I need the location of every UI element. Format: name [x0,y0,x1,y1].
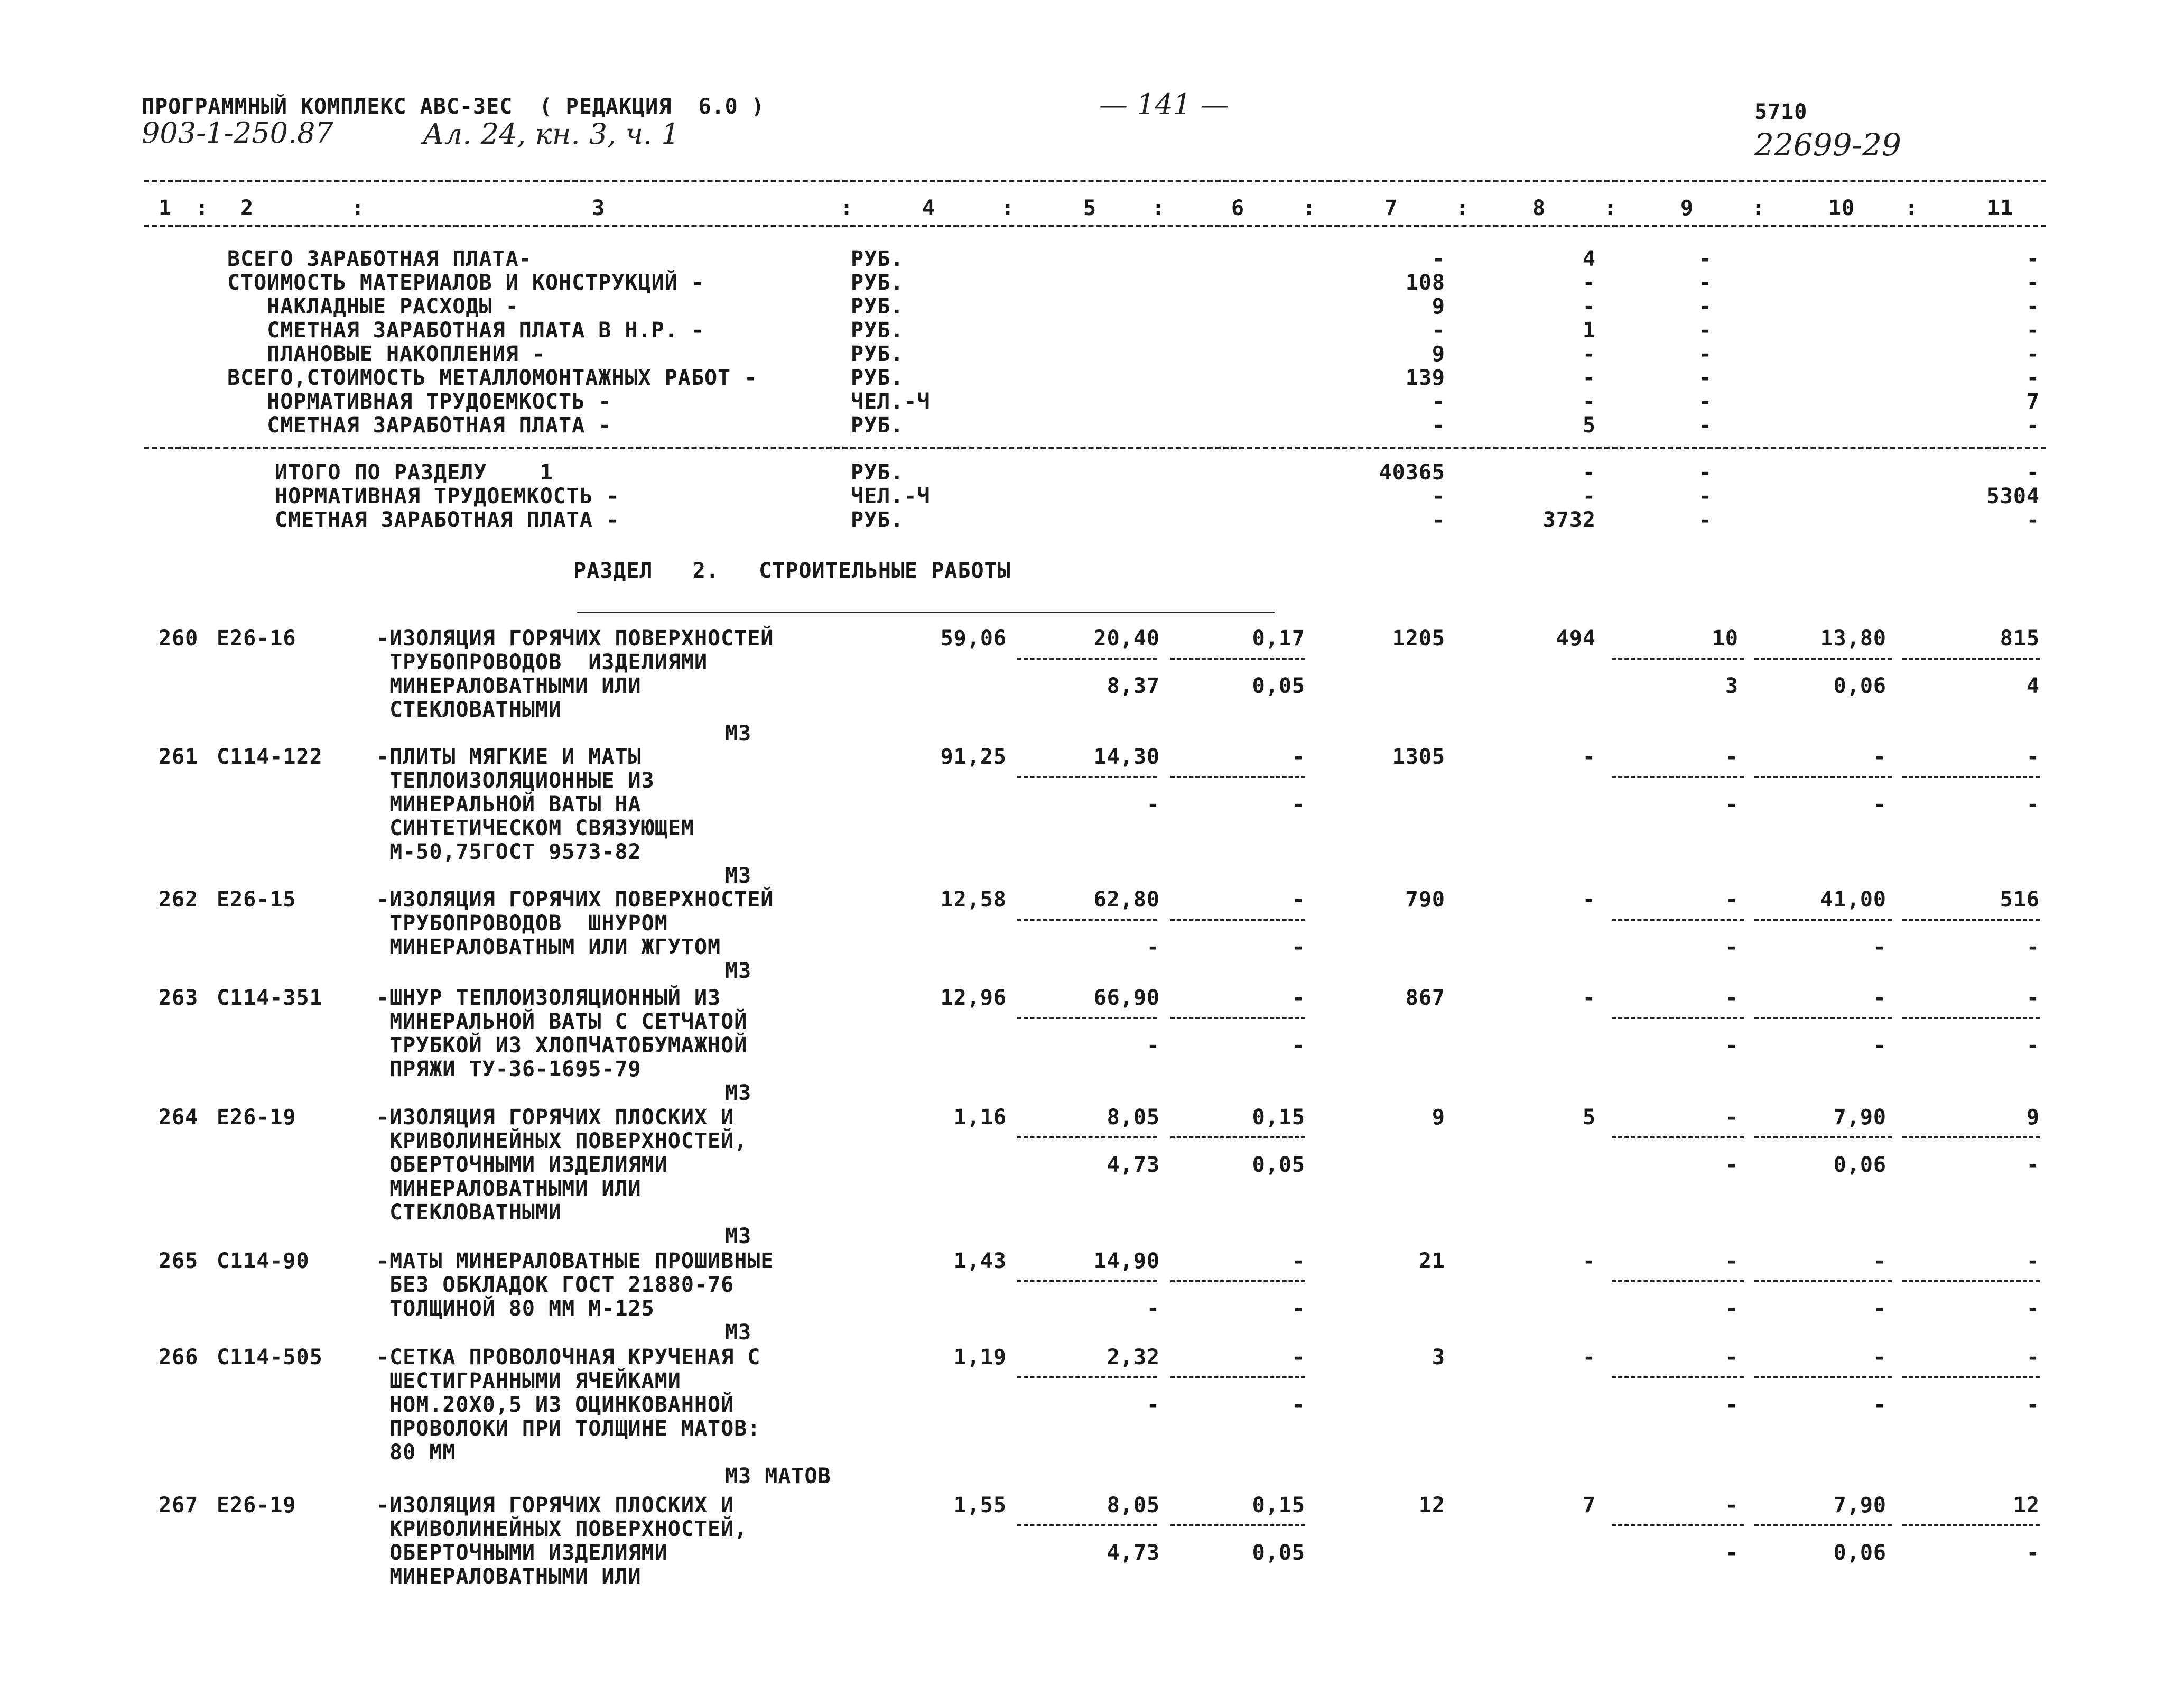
column-header-1: 1 [159,196,172,220]
item-col9: - [1725,887,1739,912]
section-title: РАЗДЕЛ 2. СТРОИТЕЛЬНЫЕ РАБОТЫ [573,559,1011,583]
item-number: 265 [159,1249,199,1273]
item-col4: 1,43 [953,1249,1007,1273]
item-col10-sub: 0,06 [1833,674,1886,698]
summary-c7: - [1432,318,1445,342]
item-col6: - [1291,986,1305,1010]
summary-c8: 1 [1582,318,1596,342]
item-col6: - [1291,1249,1305,1273]
summary-c9: - [1698,247,1712,271]
item-col5-sub: 8,37 [1107,674,1160,698]
sub-rule-col10 [1754,1376,1892,1378]
item-col5: 66,90 [1093,986,1160,1010]
item-code: С114-351 [217,986,323,1010]
item-description: -ПЛИТЫ МЯГКИЕ И МАТЫ ТЕПЛОИЗОЛЯЦИОННЫЕ ИЗ МИНЕРАЛЬНОЙ ВАТЫ НА СИНТЕТИЧЕСКОМ СВЯЗУЮЩЕМ М-50,75ГОСТ 9573-82 [376,745,694,864]
sub-rule-col5 [1017,1524,1157,1526]
sub-rule-col11 [1902,1136,2040,1138]
column-separator: : [1456,196,1470,220]
summary-unit: РУБ. [851,342,904,366]
item-col10: 41,00 [1820,887,1886,912]
column-header-5: 5 [1083,196,1097,220]
totals-unit: РУБ. [851,460,904,485]
page-number: — 141 — [1099,88,1229,121]
item-col10-sub: 0,06 [1833,1153,1886,1177]
summary-c9: - [1698,318,1712,342]
summary-c9: - [1698,366,1712,390]
item-col9: - [1725,1345,1739,1369]
sub-rule-col9 [1612,776,1744,778]
item-col6-sub: - [1291,1393,1305,1417]
item-col5: 62,80 [1093,887,1160,912]
item-col5-sub: - [1146,1297,1160,1321]
item-unit: М3 [725,721,752,746]
sub-rule-col6 [1170,776,1305,778]
totals-c9: - [1698,508,1712,532]
summary-c11: - [2026,294,2040,319]
totals-c7: 40365 [1379,460,1445,485]
item-col11: 12 [2013,1493,2040,1517]
sub-rule-col6 [1170,1280,1305,1282]
item-col11: 815 [2000,626,2040,651]
totals-c8: 3732 [1542,508,1596,532]
summary-rule [144,447,2046,449]
totals-c9: - [1698,460,1712,485]
item-col5-sub: - [1146,1033,1160,1058]
item-unit: М3 [725,1320,752,1345]
item-col9: - [1725,1493,1739,1517]
summary-label: НАКЛАДНЫЕ РАСХОДЫ - [227,294,519,319]
item-col10: 7,90 [1833,1493,1886,1517]
item-unit: М3 [725,1081,752,1105]
item-col9-sub: - [1725,935,1739,959]
summary-c7: - [1432,413,1445,438]
sub-rule-col5 [1017,658,1157,660]
sub-rule-col9 [1612,1376,1744,1378]
item-col8: - [1582,1249,1596,1273]
summary-c11: 7 [2026,390,2040,414]
item-col7: 1305 [1392,745,1445,769]
column-separator: : [1752,196,1765,220]
item-col6-sub: - [1291,935,1305,959]
item-col5-sub: - [1146,792,1160,817]
summary-label: НОРМАТИВНАЯ ТРУДОЕМКОСТЬ - [227,390,612,414]
item-col9-sub: - [1725,1153,1739,1177]
item-number: 264 [159,1105,199,1129]
item-col6-sub: 0,05 [1252,1541,1305,1565]
summary-c11: - [2026,271,2040,295]
doc-reference: 903-1-250.87 [142,116,333,150]
sub-rule-col10 [1754,1136,1892,1138]
item-col9-sub: - [1725,1033,1739,1058]
item-col10: - [1873,986,1886,1010]
column-header-2: 2 [240,196,254,220]
sub-rule-col11 [1902,1280,2040,1282]
item-description: -ИЗОЛЯЦИЯ ГОРЯЧИХ ПОВЕРХНОСТЕЙ ТРУБОПРОВОДОВ ИЗДЕЛИЯМИ МИНЕРАЛОВАТНЫМИ ИЛИ СТЕКЛОВАТНЫМИ [376,626,774,722]
summary-unit: ЧЕЛ.-Ч [851,390,931,414]
summary-c9: - [1698,342,1712,366]
code-top: 5710 [1754,100,1808,124]
sub-rule-col5 [1017,1136,1157,1138]
item-col9-sub: - [1725,792,1739,817]
item-number: 262 [159,887,199,912]
item-col5-sub: - [1146,1393,1160,1417]
item-col11: - [2026,1249,2040,1273]
item-col8: 5 [1582,1105,1596,1129]
totals-c7: - [1432,484,1445,508]
summary-c9: - [1698,390,1712,414]
item-col8: - [1582,887,1596,912]
sub-rule-col9 [1612,1136,1744,1138]
item-number: 266 [159,1345,199,1369]
sub-rule-col9 [1612,658,1744,660]
item-code: С114-505 [217,1345,323,1369]
item-col5: 8,05 [1107,1493,1160,1517]
sub-rule-col5 [1017,919,1157,921]
summary-c8: - [1582,294,1596,319]
summary-c11: - [2026,342,2040,366]
totals-c8: - [1582,484,1596,508]
item-col8: - [1582,745,1596,769]
sub-rule-col9 [1612,1524,1744,1526]
summary-c8: - [1582,390,1596,414]
column-header-7: 7 [1384,196,1398,220]
summary-unit: РУБ. [851,294,904,319]
item-col6-sub: - [1291,792,1305,817]
sub-rule-col10 [1754,658,1892,660]
totals-c11: - [2026,508,2040,532]
item-col9: - [1725,1249,1739,1273]
item-col6-sub: - [1291,1297,1305,1321]
item-col9-sub: - [1725,1297,1739,1321]
sub-rule-col11 [1902,1524,2040,1526]
summary-c11: - [2026,318,2040,342]
item-col9: - [1725,745,1739,769]
item-col6-sub: 0,05 [1252,1153,1305,1177]
summary-c11: - [2026,413,2040,438]
column-separator: : [1001,196,1015,220]
column-header-11: 11 [1987,196,2014,220]
item-col10-sub: - [1873,1393,1886,1417]
item-description: -ИЗОЛЯЦИЯ ГОРЯЧИХ ПЛОСКИХ И КРИВОЛИНЕЙНЫХ ПОВЕРХНОСТЕЙ, ОБЕРТОЧНЫМИ ИЗДЕЛИЯМИ МИНЕРАЛОВАТНЫМИ ИЛИ [376,1493,748,1589]
sub-rule-col6 [1170,1376,1305,1378]
sub-rule-col5 [1017,1280,1157,1282]
column-separator: : [196,196,209,220]
item-code: С114-90 [217,1249,310,1273]
column-header-8: 8 [1532,196,1546,220]
item-description: -ИЗОЛЯЦИЯ ГОРЯЧИХ ПОВЕРХНОСТЕЙ ТРУБОПРОВОДОВ ШНУРОМ МИНЕРАЛОВАТНЫМ ИЛИ ЖГУТОМ [376,887,774,959]
item-col11-sub: - [2026,1393,2040,1417]
item-col5-sub: - [1146,935,1160,959]
summary-c9: - [1698,413,1712,438]
sub-rule-col10 [1754,1524,1892,1526]
column-separator: : [840,196,854,220]
item-col5-sub: 4,73 [1107,1153,1160,1177]
item-col6-sub: 0,05 [1252,674,1305,698]
item-col8: - [1582,1345,1596,1369]
summary-c11: - [2026,366,2040,390]
summary-c7: 9 [1432,342,1445,366]
item-col11: - [2026,1345,2040,1369]
item-col11: 516 [2000,887,2040,912]
item-description: -МАТЫ МИНЕРАЛОВАТНЫЕ ПРОШИВНЫЕ БЕЗ ОБКЛАДОК ГОСТ 21880-76 ТОЛЩИНОЙ 80 ММ М-125 [376,1249,774,1321]
item-code: Е26-19 [217,1493,296,1517]
item-col10: - [1873,1345,1886,1369]
sub-rule-col5 [1017,1017,1157,1019]
item-col4: 1,16 [953,1105,1007,1129]
item-col10-sub: - [1873,935,1886,959]
item-col9: 10 [1712,626,1739,651]
item-col10-sub: - [1873,1033,1886,1058]
item-col9-sub: - [1725,1393,1739,1417]
item-col7: 1205 [1392,626,1445,651]
column-separator: : [351,196,365,220]
item-col10-sub: - [1873,792,1886,817]
item-code: Е26-15 [217,887,296,912]
summary-c9: - [1698,271,1712,295]
item-col11-sub: - [2026,792,2040,817]
item-col6-sub: - [1291,1033,1305,1058]
sub-rule-col9 [1612,919,1744,921]
totals-c7: - [1432,508,1445,532]
item-col8: 494 [1556,626,1596,651]
sub-rule-col6 [1170,919,1305,921]
item-number: 260 [159,626,199,651]
item-col7: 790 [1405,887,1445,912]
sub-rule-col9 [1612,1017,1744,1019]
summary-unit: РУБ. [851,247,904,271]
item-col7: 9 [1432,1105,1445,1129]
item-col7: 21 [1418,1249,1445,1273]
summary-label: ВСЕГО,СТОИМОСТЬ МЕТАЛЛОМОНТАЖНЫХ РАБОТ - [227,366,758,390]
summary-label: ВСЕГО ЗАРАБОТНАЯ ПЛАТА- [227,247,532,271]
item-col11-sub: - [2026,935,2040,959]
summary-unit: РУБ. [851,271,904,295]
summary-c7: 9 [1432,294,1445,319]
summary-label: СТОИМОСТЬ МАТЕРИАЛОВ И КОНСТРУКЦИЙ - [227,271,704,295]
totals-c8: - [1582,460,1596,485]
item-col4: 1,19 [953,1345,1007,1369]
item-col10-sub: 0,06 [1833,1541,1886,1565]
stamp-number: 22699-29 [1754,127,1901,163]
item-description: -СЕТКА ПРОВОЛОЧНАЯ КРУЧЕНАЯ С ШЕСТИГРАННЫМИ ЯЧЕЙКАМИ НОМ.20Х0,5 ИЗ ОЦИНКОВАННОЙ ПРОВОЛОКИ ПРИ ТОЛЩИНЕ МАТОВ: 80 ММ [376,1345,761,1465]
album-reference: Ал. 24, кн. 3, ч. 1 [423,117,680,151]
summary-c11: - [2026,247,2040,271]
item-col9: - [1725,986,1739,1010]
item-code: Е26-16 [217,626,296,651]
item-col5: 8,05 [1107,1105,1160,1129]
item-unit: М3 [725,864,752,888]
item-code: С114-122 [217,745,323,769]
sub-rule-col6 [1170,1017,1305,1019]
totals-label: ИТОГО ПО РАЗДЕЛУ 1 [275,460,553,485]
item-description: -ИЗОЛЯЦИЯ ГОРЯЧИХ ПЛОСКИХ И КРИВОЛИНЕЙНЫХ ПОВЕРХНОСТЕЙ, ОБЕРТОЧНЫМИ ИЗДЕЛИЯМИ МИНЕРАЛОВАТНЫМИ ИЛИ СТЕКЛОВАТНЫМИ [376,1105,748,1225]
item-unit: М3 [725,959,752,983]
column-separator: : [1303,196,1316,220]
item-col6: - [1291,887,1305,912]
item-col11-sub: - [2026,1033,2040,1058]
sub-rule-col9 [1612,1280,1744,1282]
sub-rule-col10 [1754,1280,1892,1282]
sub-rule-col6 [1170,1524,1305,1526]
item-col11-sub: 4 [2026,674,2040,698]
summary-label: ПЛАНОВЫЕ НАКОПЛЕНИЯ - [227,342,545,366]
sub-rule-col10 [1754,919,1892,921]
item-col11-sub: - [2026,1297,2040,1321]
item-col9-sub: 3 [1725,674,1739,698]
section-underline [577,612,1275,614]
summary-label: СМЕТНАЯ ЗАРАБОТНАЯ ПЛАТА - [227,413,612,438]
sub-rule-col11 [1902,919,2040,921]
sub-rule-col11 [1902,776,2040,778]
item-col11-sub: - [2026,1153,2040,1177]
item-unit: М3 [725,1224,752,1248]
top-rule [144,180,2046,182]
item-col8: 7 [1582,1493,1596,1517]
sub-rule-col11 [1902,1017,2040,1019]
item-col5-sub: 4,73 [1107,1541,1160,1565]
summary-c8: - [1582,342,1596,366]
summary-c9: - [1698,294,1712,319]
totals-c9: - [1698,484,1712,508]
item-col8: - [1582,986,1596,1010]
item-col4: 12,96 [940,986,1007,1010]
item-col11: - [2026,986,2040,1010]
item-col11: - [2026,745,2040,769]
summary-c8: 5 [1582,413,1596,438]
item-col11-sub: - [2026,1541,2040,1565]
sub-rule-col11 [1902,1376,2040,1378]
item-col7: 12 [1418,1493,1445,1517]
item-number: 263 [159,986,199,1010]
totals-label: СМЕТНАЯ ЗАРАБОТНАЯ ПЛАТА - [275,508,620,532]
item-col6: 0,15 [1252,1493,1305,1517]
item-col6: 0,15 [1252,1105,1305,1129]
column-separator: : [1905,196,1919,220]
summary-c7: - [1432,247,1445,271]
summary-c8: - [1582,271,1596,295]
item-number: 261 [159,745,199,769]
item-col4: 12,58 [940,887,1007,912]
totals-c11: 5304 [1986,484,2040,508]
item-col9: - [1725,1105,1739,1129]
item-col10-sub: - [1873,1297,1886,1321]
sub-rule-col6 [1170,658,1305,660]
summary-c7: 108 [1405,271,1445,295]
column-header-4: 4 [922,196,936,220]
column-header-9: 9 [1680,196,1694,220]
column-header-3: 3 [592,196,606,220]
summary-c8: - [1582,366,1596,390]
item-col6: - [1291,1345,1305,1369]
header-rule [144,225,2046,227]
sub-rule-col5 [1017,776,1157,778]
summary-unit: РУБ. [851,366,904,390]
item-number: 267 [159,1493,199,1517]
item-col10: 7,90 [1833,1105,1886,1129]
item-col5: 2,32 [1107,1345,1160,1369]
sub-rule-col10 [1754,776,1892,778]
program-header: ПРОГРАММНЫЙ КОМПЛЕКС АВС-3ЕС ( РЕДАКЦИЯ 6.0 ) [142,95,765,119]
item-col6: - [1291,745,1305,769]
item-col7: 3 [1432,1345,1445,1369]
totals-c11: - [2026,460,2040,485]
item-col11: 9 [2026,1105,2040,1129]
item-col7: 867 [1405,986,1445,1010]
item-col9-sub: - [1725,1541,1739,1565]
summary-c7: 139 [1405,366,1445,390]
totals-unit: РУБ. [851,508,904,532]
summary-unit: РУБ. [851,318,904,342]
item-col10: - [1873,1249,1886,1273]
summary-c8: 4 [1582,247,1596,271]
item-col5: 14,30 [1093,745,1160,769]
item-col10: - [1873,745,1886,769]
item-code: Е26-19 [217,1105,296,1129]
summary-unit: РУБ. [851,413,904,438]
item-col4: 91,25 [940,745,1007,769]
sub-rule-col10 [1754,1017,1892,1019]
item-unit: М3 МАТОВ [725,1464,831,1488]
column-separator: : [1152,196,1166,220]
item-col5: 14,90 [1093,1249,1160,1273]
item-description: -ШНУР ТЕПЛОИЗОЛЯЦИОННЫЙ ИЗ МИНЕРАЛЬНОЙ ВАТЫ С СЕТЧАТОЙ ТРУБКОЙ ИЗ ХЛОПЧАТОБУМАЖНОЙ ПРЯЖИ ТУ-36-1695-79 [376,986,748,1081]
column-separator: : [1604,196,1618,220]
sub-rule-col11 [1902,658,2040,660]
item-col5: 20,40 [1093,626,1160,651]
sub-rule-col5 [1017,1376,1157,1378]
item-col4: 59,06 [940,626,1007,651]
totals-unit: ЧЕЛ.-Ч [851,484,931,508]
totals-label: НОРМАТИВНАЯ ТРУДОЕМКОСТЬ - [275,484,620,508]
column-header-10: 10 [1828,196,1855,220]
column-header-6: 6 [1231,196,1245,220]
item-col4: 1,55 [953,1493,1007,1517]
sub-rule-col6 [1170,1136,1305,1138]
item-col6: 0,17 [1252,626,1305,651]
item-col10: 13,80 [1820,626,1886,651]
summary-label: СМЕТНАЯ ЗАРАБОТНАЯ ПЛАТА В Н.Р. - [227,318,704,342]
summary-c7: - [1432,390,1445,414]
